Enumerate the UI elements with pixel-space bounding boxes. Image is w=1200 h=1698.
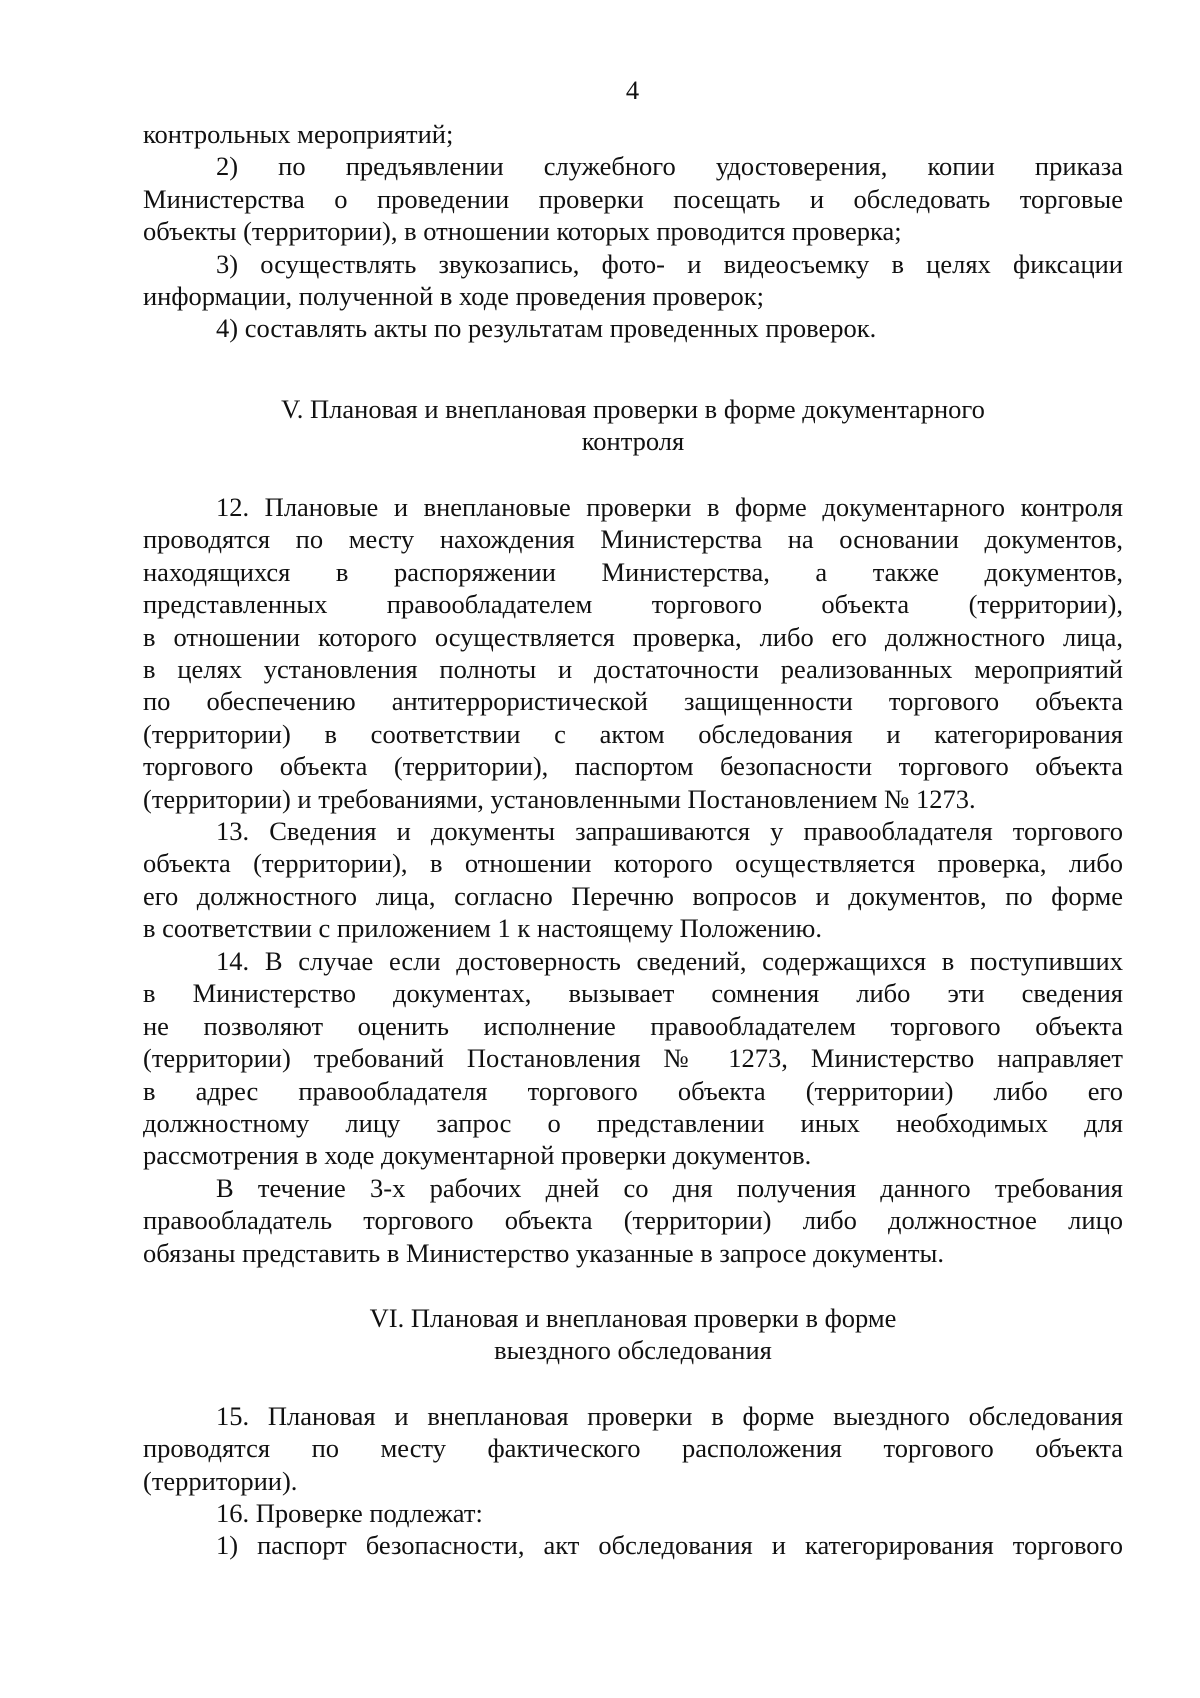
paragraph-12 — [143, 491, 1123, 815]
heading-line: V. Плановая и внеплановая проверки в форме документарного — [281, 394, 985, 424]
text-line: представленных правообладателем торгового объекта (территории), — [143, 589, 1123, 620]
text-line: информации, полученной в ходе проведения проверок; — [143, 281, 764, 312]
text-line: Министерства о проведении проверки посещать и обследовать торговые — [143, 183, 1123, 214]
text-line: В течение 3-х рабочих дней со дня получения данного требования — [216, 1173, 1123, 1203]
text-line: (территории) в соответствии с актом обследования и категорирования — [143, 718, 1123, 749]
text-line: в соответствии с приложением 1 к настоящему Положению. — [143, 913, 822, 944]
text-line: должностному лицу запрос о представлении иных необходимых для — [143, 1108, 1123, 1139]
text-line: объекта (территории), в отношении которого осуществляется проверка, либо — [143, 848, 1123, 879]
text-line: 15. Плановая и внеплановая проверки в форме выездного обследования — [216, 1401, 1123, 1431]
paragraph-13 — [143, 815, 1123, 945]
text-line: в целях установления полноты и достаточности реализованных мероприятий — [143, 654, 1123, 685]
text-line: 3) осуществлять звукозапись, фото- и видеосъемку в целях фиксации — [216, 248, 1123, 279]
text-line: правообладатель торгового объекта (территории) либо должностное лицо — [143, 1205, 1123, 1236]
text-line: его должностного лица, согласно Перечню вопросов и документов, по форме — [143, 880, 1123, 911]
paragraph-16 — [143, 1497, 1123, 1562]
text-line: обязаны представить в Министерство указанные в запросе документы. — [143, 1237, 944, 1268]
text-line: 14. В случае если достоверность сведений, содержащихся в поступивших — [216, 946, 1123, 976]
page-number: 4 — [625, 75, 640, 105]
paragraph-14 — [143, 945, 1123, 1172]
text-line: в адрес правообладателя торгового объекта (территории) либо его — [143, 1075, 1123, 1106]
text-line: находящихся в распоряжении Министерства, а также документов, — [143, 556, 1123, 587]
text-line: 1) паспорт безопасности, акт обследования и категорирования торгового — [216, 1530, 1123, 1561]
text-line: 2) по предъявлении служебного удостоверения, копии приказа — [216, 151, 1123, 182]
section-heading-vi — [143, 1302, 1123, 1367]
text-line: в Министерство документах, вызывает сомнения либо эти сведения — [143, 978, 1123, 1009]
text-line: в отношении которого осуществляется проверка, либо его должностного лица, — [143, 621, 1123, 652]
rights-list — [143, 118, 1123, 345]
text-line: проводятся по месту нахождения Министерства на основании документов, — [143, 524, 1123, 555]
text-line: 12. Плановые и внеплановые проверки в форме документарного контроля — [216, 492, 1123, 522]
text-line: 4) составлять акты по результатам проведенных проверок. — [216, 313, 877, 344]
text-line: 16. Проверке подлежат: — [216, 1498, 483, 1528]
paragraph-14-continuation — [143, 1172, 1123, 1269]
section-heading-v — [143, 393, 1123, 458]
paragraph-15 — [143, 1400, 1123, 1497]
text-line: по обеспечению антитеррористической защищенности торгового объекта — [143, 686, 1123, 717]
heading-line: выездного обследования — [494, 1335, 772, 1366]
text-line: (территории) и требованиями, установленными Постановлением № 1273. — [143, 783, 976, 814]
text-line: проводятся по месту фактического расположения торгового объекта — [143, 1433, 1123, 1464]
text-line: не позволяют оценить исполнение правообладателем торгового объекта — [143, 1010, 1123, 1041]
heading-line: VI. Плановая и внеплановая проверки в форме — [369, 1303, 897, 1333]
text-line: (территории). — [143, 1465, 298, 1496]
text-line: торгового объекта (территории), паспортом безопасности торгового объекта — [143, 751, 1123, 782]
text-line: рассмотрения в ходе документарной проверки документов. — [143, 1140, 812, 1171]
heading-line: контроля — [581, 426, 685, 457]
text-line: контрольных мероприятий; — [143, 119, 454, 149]
text-line: 13. Сведения и документы запрашиваются у правообладателя торгового — [216, 816, 1123, 846]
text-line: объекты (территории), в отношении которых проводится проверка; — [143, 216, 902, 247]
text-line: (территории) требований Постановления № 1273, Министерство направляет — [143, 1043, 1123, 1074]
